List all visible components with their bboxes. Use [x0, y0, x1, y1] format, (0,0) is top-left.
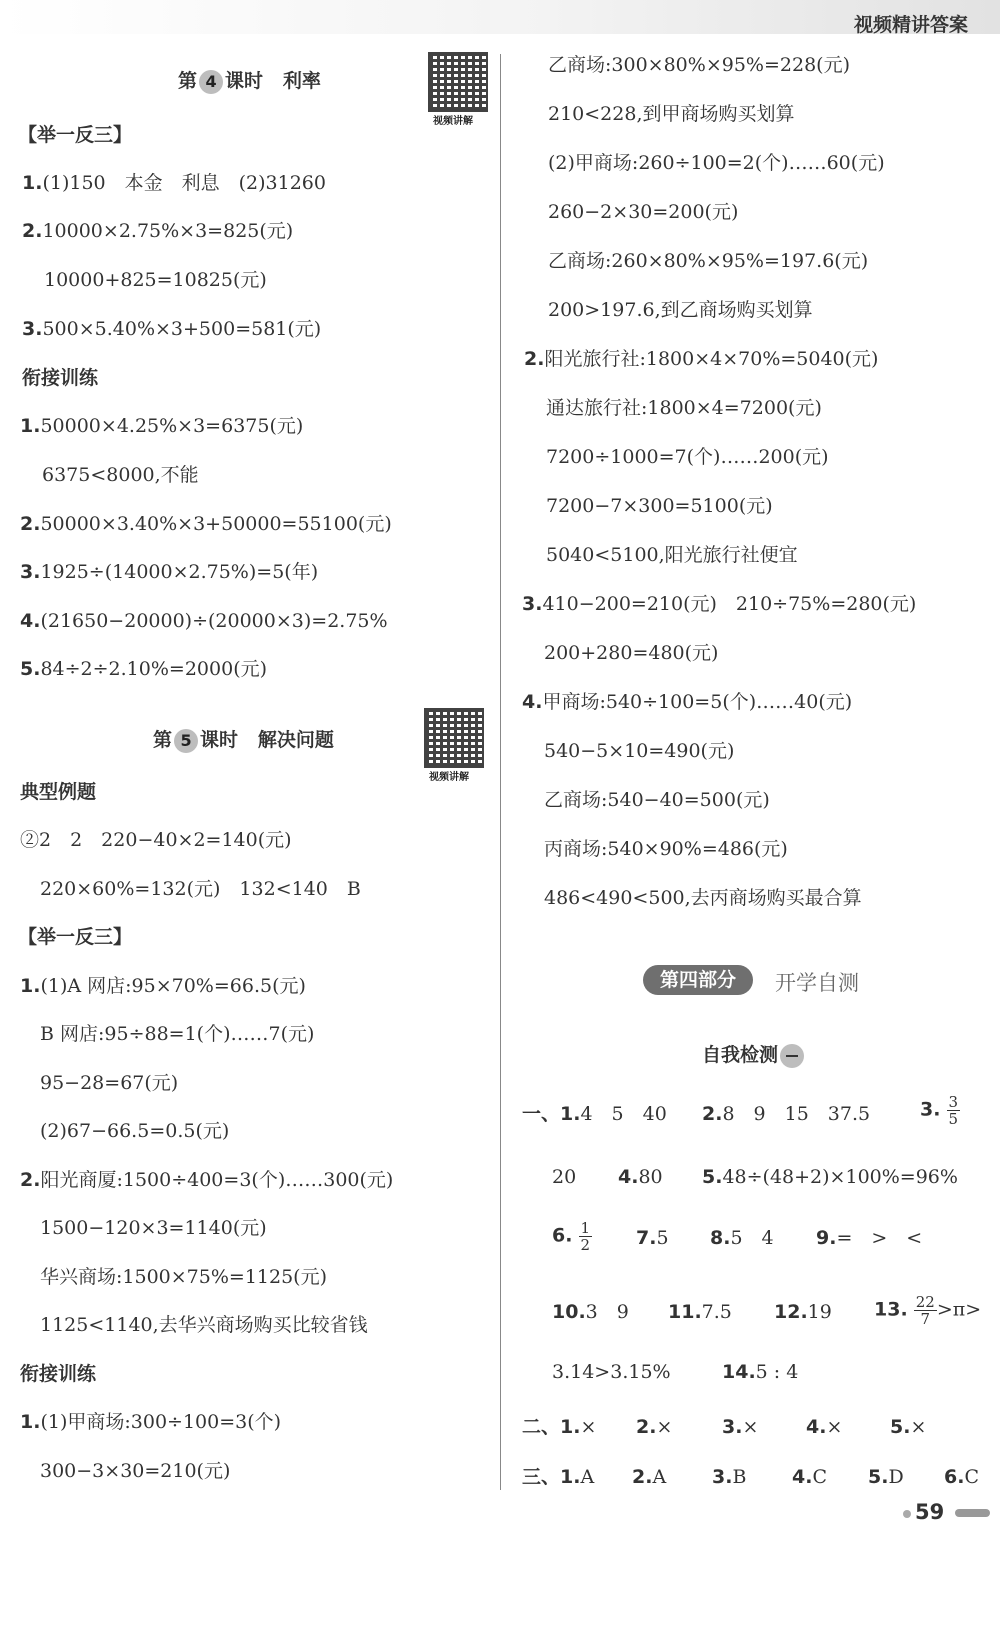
answer-line: 1500−120×3=1140(元): [40, 1217, 267, 1239]
answer-line: (2)甲商场:260÷100=2(个)……60(元): [548, 152, 885, 174]
answer-line: 12.19: [774, 1301, 832, 1323]
answer-line: 8.5 4: [710, 1227, 774, 1249]
answer-line: 4.(21650−20000)÷(20000×3)=2.75%: [20, 610, 388, 632]
answer-line: 2.A: [632, 1466, 667, 1488]
qr-label: 视频讲解: [429, 772, 469, 783]
answer-line: 2.10000×2.75%×3=825(元): [22, 220, 294, 242]
answer-line: 13. $\frac{22}{7}$ >π>: [874, 1293, 982, 1328]
self-test-heading: 自我检测: [702, 1040, 804, 1068]
answer-line: 20: [552, 1166, 577, 1188]
answer-line: 4.甲商场:540÷100=5(个)……40(元): [522, 691, 853, 713]
answer-line: 5.D: [868, 1466, 904, 1488]
answer-line: 10.3 9: [552, 1301, 629, 1323]
header-title: 视频精讲答案: [853, 14, 968, 36]
answer-line: 14.5 : 4: [722, 1361, 799, 1383]
answer-line: 2.×: [636, 1416, 673, 1438]
page-bar-icon: [955, 1509, 990, 1517]
answer-line: 4.80: [618, 1166, 663, 1188]
answer-line: 2.8 9 15 37.5: [702, 1103, 871, 1125]
answer-line: 5040<5100,阳光旅行社便宜: [546, 544, 798, 566]
answer-line: 华兴商场:1500×75%=1125(元): [40, 1266, 328, 1288]
section-heading: 典型例题: [20, 781, 97, 803]
answer-line: 乙商场:300×80%×95%=228(元): [548, 54, 850, 76]
answer-line: 3.1925÷(14000×2.75%)=5(年): [20, 561, 319, 583]
column-divider: [500, 54, 501, 1490]
answer-line: 通达旅行社:1800×4=7200(元): [546, 397, 822, 419]
answer-line: 2.阳光商厦:1500÷400=3(个)……300(元): [20, 1169, 394, 1191]
answer-line: 一、1.4 5 40: [522, 1103, 667, 1125]
answer-line: 5.48÷(48+2)×100%=96%: [702, 1166, 958, 1188]
section-heading: 衔接训练: [22, 367, 99, 389]
lesson-number-badge: 4: [199, 70, 223, 94]
answer-line: 6.C: [944, 1466, 979, 1488]
page-dot-icon: [903, 1510, 911, 1518]
answer-line: 260−2×30=200(元): [548, 201, 739, 223]
answer-line: 丙商场:540×90%=486(元): [544, 838, 788, 860]
answer-line: 4.×: [806, 1416, 843, 1438]
dash-badge-icon: [780, 1044, 804, 1068]
section-heading: 【举一反三】: [18, 926, 133, 948]
answer-line: 3.B: [712, 1466, 747, 1488]
answer-line: 乙商场:260×80%×95%=197.6(元): [548, 250, 869, 272]
answer-line: 220×60%=132(元) 132<140 B: [40, 878, 361, 900]
header-bar: [0, 0, 1000, 34]
answer-line: 3.×: [722, 1416, 759, 1438]
answer-line: 7200−7×300=5100(元): [546, 495, 773, 517]
fraction: $\frac{22}{7}$: [915, 1293, 935, 1328]
part-title: 开学自测: [775, 971, 859, 995]
answer-line: 三、1.A: [522, 1466, 595, 1488]
answer-line: 3.410−200=210(元) 210÷75%=280(元): [522, 593, 917, 615]
answer-line: 3.14>3.15%: [552, 1361, 671, 1383]
section-heading: 【举一反三】: [18, 124, 133, 146]
answer-line: 1125<1140,去华兴商场购买比较省钱: [40, 1314, 368, 1336]
answer-line: 200+280=480(元): [544, 642, 719, 664]
answer-line: 11.7.5: [668, 1301, 732, 1323]
answer-line: 乙商场:540−40=500(元): [544, 789, 770, 811]
lesson-number-badge: 5: [174, 729, 198, 753]
answer-line: 300−3×30=210(元): [40, 1460, 231, 1482]
answer-line: 1.(1)150 本金 利息 (2)31260: [22, 172, 326, 194]
part-badge: 第四部分: [643, 965, 753, 995]
answer-line: 4.C: [792, 1466, 827, 1488]
answer-line: 3.500×5.40%×3+500=581(元): [22, 318, 322, 340]
answer-line: B 网店:95÷88=1(个)……7(元): [40, 1023, 315, 1045]
answer-line: 200>197.6,到乙商场购买划算: [548, 299, 813, 321]
qr-code-icon[interactable]: [428, 52, 488, 112]
answer-line: 210<228,到甲商场购买划算: [548, 103, 795, 125]
fraction: $\frac{1}{2}$: [580, 1219, 591, 1254]
answer-line: 10000+825=10825(元): [44, 269, 267, 291]
answer-line: 3. $\frac{3}{5}$: [920, 1093, 959, 1128]
answer-line: 6375<8000,不能: [42, 464, 199, 486]
answer-line: 5.×: [890, 1416, 927, 1438]
answer-line: 二、1.×: [522, 1416, 597, 1438]
lesson-5-heading: 第 5 课时 解决问题: [153, 729, 334, 751]
answer-line: 1.(1)A 网店:95×70%=66.5(元): [20, 975, 306, 997]
qr-label: 视频讲解: [433, 116, 473, 127]
answer-line: 7.5: [636, 1227, 669, 1249]
section-heading: 衔接训练: [20, 1363, 97, 1385]
answer-line: 1.50000×4.25%×3=6375(元): [20, 415, 304, 437]
answer-line: (2)67−66.5=0.5(元): [40, 1120, 230, 1142]
fraction: $\frac{3}{5}$: [948, 1093, 959, 1128]
answer-line: 2.50000×3.40%×3+50000=55100(元): [20, 513, 392, 535]
page-number: 59: [915, 1500, 945, 1524]
answer-line: 6. $\frac{1}{2}$: [552, 1219, 591, 1254]
answer-line: 2.阳光旅行社:1800×4×70%=5040(元): [524, 348, 879, 370]
answer-line: 486<490<500,去丙商场购买最合算: [544, 887, 862, 909]
answer-line: 95−28=67(元): [40, 1072, 179, 1094]
answer-line: 7200÷1000=7(个)……200(元): [546, 446, 829, 468]
qr-code-icon[interactable]: [424, 708, 484, 768]
answer-line: ②2 2 220−40×2=140(元): [20, 829, 292, 851]
answer-line: 540−5×10=490(元): [544, 740, 735, 762]
answer-line: 9.= > <: [816, 1227, 923, 1249]
answer-line: 1.(1)甲商场:300÷100=3(个): [20, 1411, 282, 1433]
lesson-4-heading: 第 4 课时 利率: [178, 70, 321, 92]
answer-line: 5.84÷2÷2.10%=2000(元): [20, 658, 268, 680]
